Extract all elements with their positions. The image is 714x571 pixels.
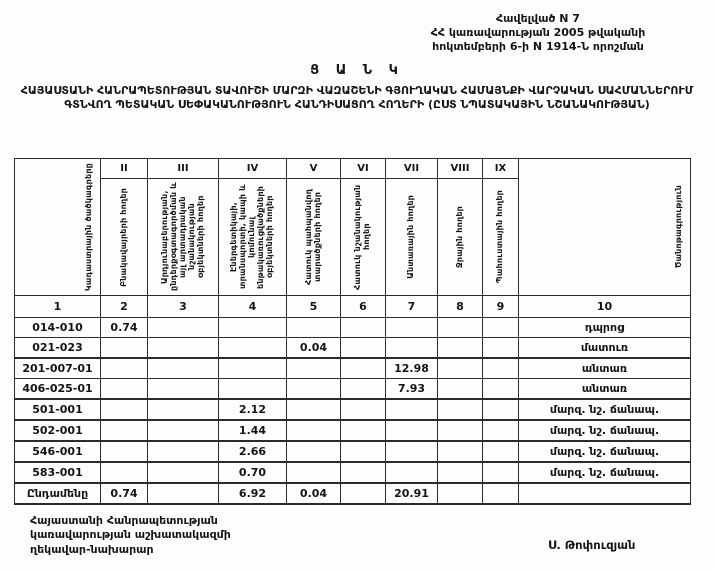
- cell-value: [438, 399, 483, 420]
- vertical-label-wrap: [341, 179, 385, 295]
- roman-numeral: IV: [219, 159, 286, 179]
- cell-note: մարզ. նշ. ճանապ.: [519, 462, 691, 483]
- signatory-line: Հայաստանի Հանրապետության: [30, 514, 218, 527]
- cell-code: 583-001: [15, 462, 101, 483]
- cell-note: [519, 483, 691, 504]
- vertical-label-wrap: [219, 179, 286, 295]
- cell-value: [219, 318, 287, 338]
- vertical-label-wrap: [386, 179, 437, 295]
- cell-value: [341, 338, 386, 359]
- cell-value: [287, 379, 341, 400]
- table-row: [15, 462, 691, 483]
- cell-value: [386, 462, 438, 483]
- col-header-category-VIII: [438, 159, 483, 296]
- cell-value: 0.04: [287, 483, 341, 504]
- cell-value: [219, 358, 287, 379]
- col-header-category-VII: [386, 159, 438, 296]
- cell-value: [148, 358, 219, 379]
- cell-value: 2.66: [219, 441, 287, 462]
- cell-note: մարզ. նշ. ճանապ.: [519, 441, 691, 462]
- page-subtitle: ՀԱՅԱՍՏԱՆԻ ՀԱՆՐԱՊԵՏՈՒԹՅԱՆ ՏԱՎՈՒՇԻ ՄԱՐԶԻ ՎԱԶԱՇԵՆԻ ԳՅՈՒՂԱԿԱՆ ՀԱՄԱՅՆՔԻ ՎԱՐՉԱԿԱՆ ՍԱՀՄԱՆՆԵՐՈՒՄ ԳՏՆՎՈՂ ՊԵՏԱԿԱՆ ՍԵՓԱԿԱՆՈՒԹՅՈՒՆ ՀԱՆԴԻՍԱՑՈՂ ՀՈՂԵՐԻ (ԸՍՏ ՆՊԱՏԱԿԱՅԻՆ ՆՇԱՆԱԿՈՒԹՅԱՆ): [20, 84, 694, 112]
- cell-value: [483, 441, 519, 462]
- cell-code: 021-023: [15, 338, 101, 359]
- col-header-category-V: [287, 159, 341, 296]
- cell-value: [438, 318, 483, 338]
- cell-value: [341, 379, 386, 400]
- col-header-category-IX: [483, 159, 519, 296]
- cell-value: [438, 379, 483, 400]
- cell-value: [287, 318, 341, 338]
- cell-value: [438, 358, 483, 379]
- col-header-note: [519, 159, 691, 296]
- col-header-label: Կադաստրային ծածկագրերը: [84, 162, 94, 292]
- table-row: [15, 318, 691, 338]
- cell-value: [341, 441, 386, 462]
- total-label: Ընդամենը: [15, 483, 101, 504]
- cell-value: [386, 420, 438, 441]
- col-number: 4: [219, 296, 287, 318]
- cell-value: [101, 358, 148, 379]
- vertical-label-wrap: [148, 179, 218, 295]
- cell-value: [341, 483, 386, 504]
- col-number: 3: [148, 296, 219, 318]
- roman-numeral: II: [101, 159, 147, 179]
- table-row: [15, 441, 691, 462]
- cell-value: [386, 338, 438, 359]
- vertical-label-wrap: [483, 179, 518, 295]
- col-number: 2: [101, 296, 148, 318]
- cell-value: [101, 441, 148, 462]
- cell-value: 12.98: [386, 358, 438, 379]
- col-number: 1: [15, 296, 101, 318]
- col-header-label: Արդյունաբերության, ընդերքօգտագործման և այլ արտադրական նշանակության օբյեկտների հողեր: [159, 182, 205, 292]
- col-header-label: Հատուկ նշանակության հողեր: [353, 184, 371, 290]
- cell-value: [341, 420, 386, 441]
- cell-code: 201-007-01: [15, 358, 101, 379]
- cell-value: [101, 420, 148, 441]
- annex-line: ՀՀ կառավարության 2005 թվականի: [430, 25, 646, 39]
- col-header-label: Անտառային հողեր: [406, 195, 416, 279]
- cell-note: անտառ: [519, 358, 691, 379]
- cell-value: 0.74: [101, 318, 148, 338]
- col-header-label: Պահուստային հողեր: [495, 190, 505, 284]
- vertical-label-wrap: [287, 179, 340, 295]
- cell-note: մատուռ: [519, 338, 691, 359]
- cell-value: [341, 399, 386, 420]
- col-number: 6: [341, 296, 386, 318]
- col-header-label: Ծանոթագրություն: [674, 185, 684, 269]
- cell-value: [148, 441, 219, 462]
- page-title: Ց Ա Ն Կ: [310, 63, 404, 78]
- cell-value: [483, 462, 519, 483]
- cell-value: [438, 462, 483, 483]
- col-header-category-VI: [341, 159, 386, 296]
- column-number-row: [15, 296, 691, 318]
- cell-value: [438, 441, 483, 462]
- roman-numeral: VII: [386, 159, 437, 179]
- col-header-category-II: [101, 159, 148, 296]
- col-header-category-IV: [219, 159, 287, 296]
- cell-value: [148, 420, 219, 441]
- table-row: [15, 338, 691, 359]
- cell-value: [438, 483, 483, 504]
- cell-value: [148, 399, 219, 420]
- cell-value: [287, 462, 341, 483]
- roman-numeral: IX: [483, 159, 518, 179]
- vertical-label-wrap: [101, 179, 147, 295]
- table-row: [15, 379, 691, 400]
- cell-value: [219, 379, 287, 400]
- col-number: 9: [483, 296, 519, 318]
- signatory-line: կառավարության աշխատակազմի: [30, 528, 231, 542]
- col-header-label: Ջրային հողեր: [454, 206, 464, 268]
- cell-value: [386, 441, 438, 462]
- cell-value: [483, 420, 519, 441]
- cell-note: մարզ. նշ. ճանապ.: [519, 399, 691, 420]
- cell-value: [483, 358, 519, 379]
- table-header-row: [15, 159, 691, 296]
- col-number: 5: [287, 296, 341, 318]
- cell-value: [287, 399, 341, 420]
- cell-value: [483, 318, 519, 338]
- annex-line: հոկտեմբերի 6-ի N 1914-Ն որոշման: [432, 39, 644, 53]
- total-row: [15, 483, 691, 504]
- cell-value: 0.04: [287, 338, 341, 359]
- col-number: 10: [519, 296, 691, 318]
- cell-value: 7.93: [386, 379, 438, 400]
- col-header-category-III: [148, 159, 219, 296]
- cell-note: դպրոց: [519, 318, 691, 338]
- cell-value: 1.44: [219, 420, 287, 441]
- table-row: [15, 420, 691, 441]
- cell-value: [438, 338, 483, 359]
- roman-numeral: III: [148, 159, 218, 179]
- cell-value: [101, 462, 148, 483]
- cell-value: [483, 379, 519, 400]
- cell-value: [219, 338, 287, 359]
- cell-value: [341, 318, 386, 338]
- cell-value: [287, 441, 341, 462]
- cell-value: [483, 399, 519, 420]
- cell-code: 014-010: [15, 318, 101, 338]
- cell-value: 0.74: [101, 483, 148, 504]
- cell-value: [148, 338, 219, 359]
- cell-value: [148, 379, 219, 400]
- cell-value: [101, 379, 148, 400]
- cell-note: անտառ: [519, 379, 691, 400]
- signatory-title: [30, 514, 330, 557]
- col-number: 8: [438, 296, 483, 318]
- col-number: 7: [386, 296, 438, 318]
- cell-value: 20.91: [386, 483, 438, 504]
- cell-value: [341, 358, 386, 379]
- cell-value: [483, 483, 519, 504]
- cell-value: [438, 420, 483, 441]
- cell-value: [287, 420, 341, 441]
- cell-code: 406-025-01: [15, 379, 101, 400]
- cell-value: 0.70: [219, 462, 287, 483]
- cell-value: [386, 318, 438, 338]
- col-header-label: Էներգետիկայի, տրանսպորտի, կապի և կոմունալ ենթակառուցվածքների օբյեկտների հողեր: [229, 184, 274, 290]
- roman-numeral: VIII: [438, 159, 482, 179]
- table-row: [15, 399, 691, 420]
- annex-reference: [368, 12, 708, 53]
- cell-value: 6.92: [219, 483, 287, 504]
- cell-code: 546-001: [15, 441, 101, 462]
- cell-code: 501-001: [15, 399, 101, 420]
- cell-note: մարզ. նշ. ճանապ.: [519, 420, 691, 441]
- col-header-label: Հատուկ պահպանվող տարածքների հողեր: [303, 188, 322, 286]
- cell-value: [148, 318, 219, 338]
- signature-name: Ս. Թոփուզյան: [548, 538, 636, 552]
- land-table: [14, 158, 691, 505]
- vertical-label-wrap: [438, 179, 482, 295]
- cell-value: [287, 358, 341, 379]
- signatory-line: ղեկավար-նախարար: [30, 542, 154, 556]
- vertical-label-wrap: [15, 159, 100, 295]
- cell-value: [148, 483, 219, 504]
- cell-value: [148, 462, 219, 483]
- col-header-label: Բնակավայրերի հողեր: [118, 187, 128, 287]
- cell-value: [386, 399, 438, 420]
- cell-value: [101, 399, 148, 420]
- cell-code: 502-001: [15, 420, 101, 441]
- roman-numeral: V: [287, 159, 340, 179]
- table-row: [15, 358, 691, 379]
- cell-value: [341, 462, 386, 483]
- roman-numeral: VI: [341, 159, 385, 179]
- col-header-cadastral-code: [15, 159, 101, 296]
- cell-value: [483, 338, 519, 359]
- annex-line: Հավելված N 7: [496, 12, 580, 25]
- vertical-label-wrap: [519, 159, 690, 295]
- cell-value: 2.12: [219, 399, 287, 420]
- cell-value: [101, 338, 148, 359]
